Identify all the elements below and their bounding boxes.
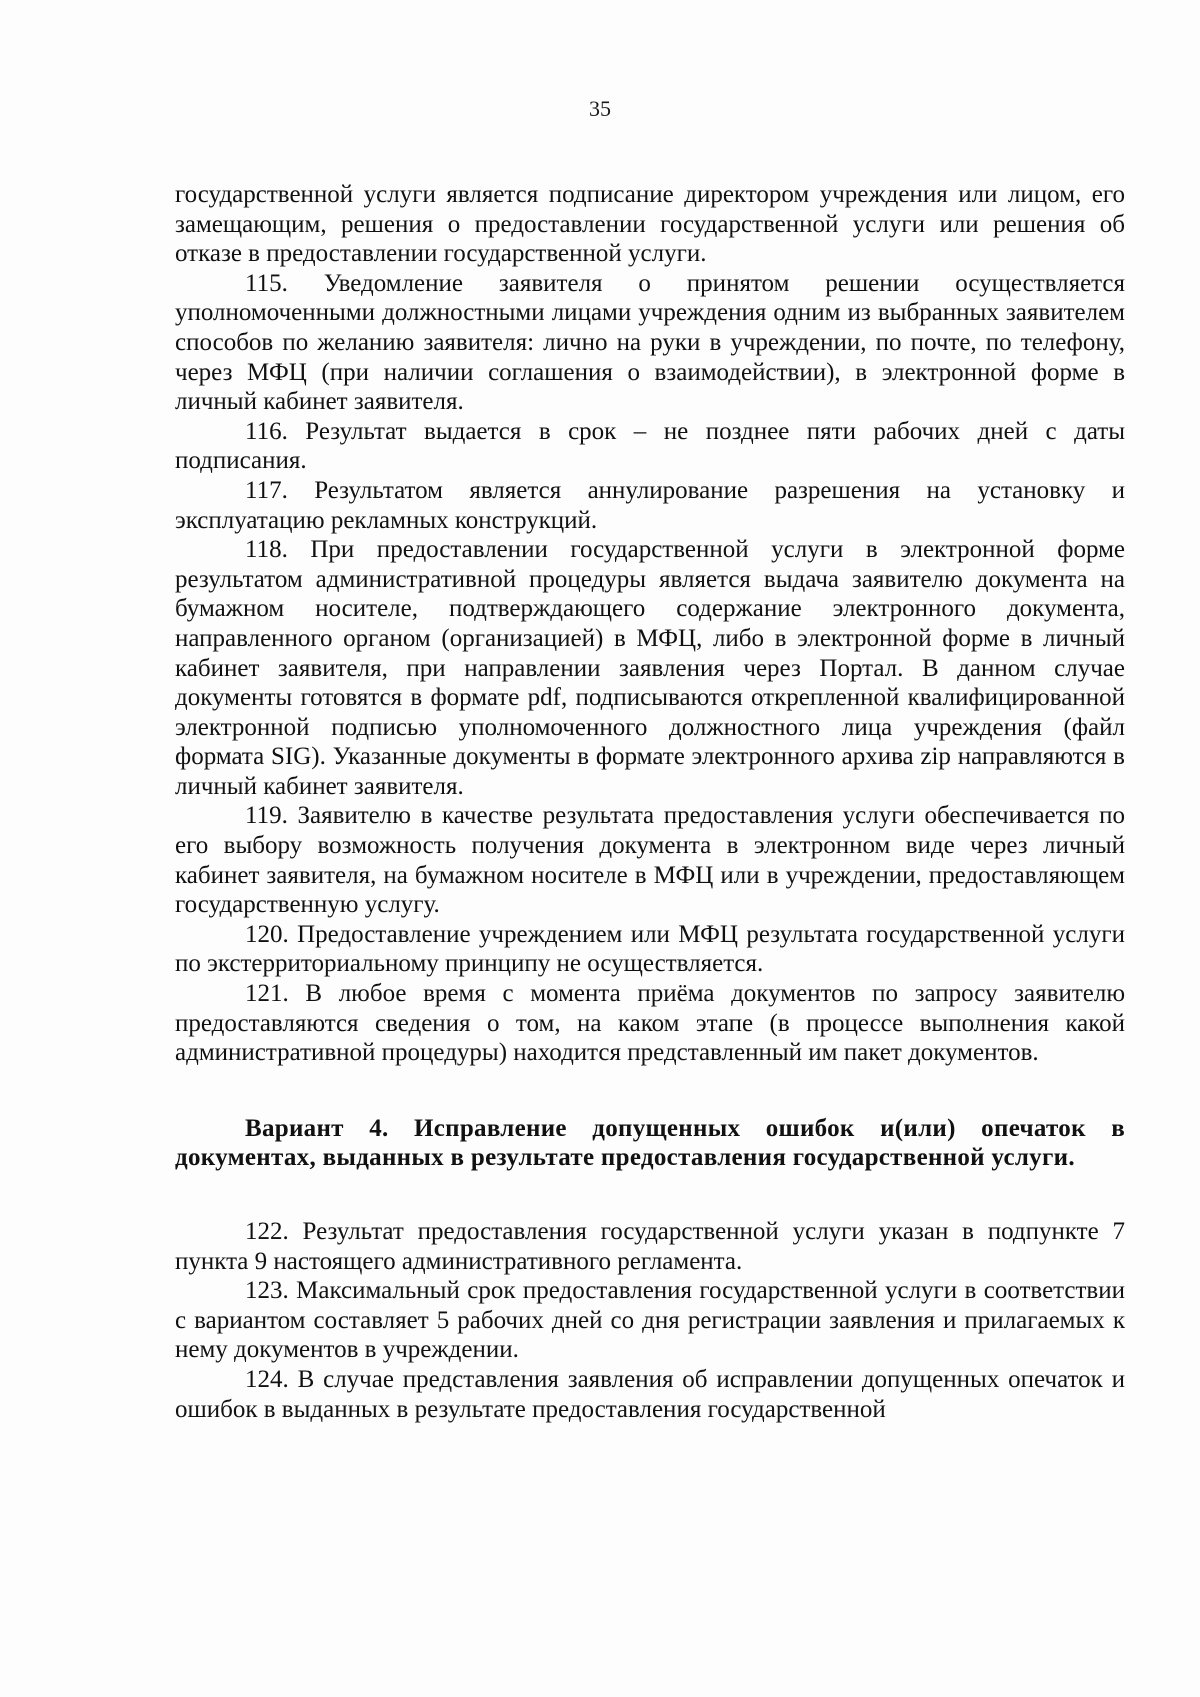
paragraph-118: 118. При предоставлении государственной услуги в электронной форме результатом административной процедуры является выдача заявителю документа на бумажном носителе, подтверждающего содержание электронного документа, направленного органом (организацией) в МФЦ, либо в электронной форме в личный кабинет заявителя, при направлении заявления через Портал. В данном случае документы готовятся в формате pdf, подписываются открепленной квалифицированной электронной подписью уполномоченного должностного лица учреждения (файл формата SIG). Указанные документы в формате электронного архива zip направляются в личный кабинет заявителя. <box>175 536 1125 800</box>
paragraph-119: 119. Заявителю в качестве результата предоставления услуги обеспечивается по его выбору возможность получения документа в электронном виде через личный кабинет заявителя, на бумажном носителе в МФЦ или в учреждении, предоставляющем государственную услугу. <box>175 802 1125 919</box>
paragraph-continuation: государственной услуги является подписание директором учреждения или лицом, его замещающим, решения о предоставлении государственной услуги или решения об отказе в предоставлении государственной услуги. <box>175 181 1125 268</box>
paragraph-122: 122. Результат предоставления государственной услуги указан в подпункте 7 пункта 9 настоящего административного регламента. <box>175 1218 1125 1275</box>
paragraph-123: 123. Максимальный срок предоставления государственной услуги в соответствии с вариантом составляет 5 рабочих дней со дня регистрации заявления и прилагаемых к нему документов в учреждении. <box>175 1277 1125 1364</box>
document-body <box>175 180 1125 1424</box>
paragraph-120: 120. Предоставление учреждением или МФЦ результата государственной услуги по экстерриториальному принципу не осуществляется. <box>175 920 1125 978</box>
page-number: 35 <box>589 96 611 121</box>
paragraph-124: 124. В случае представления заявления об исправлении допущенных опечаток и ошибок в выданных в результате предоставления государственной <box>175 1365 1125 1423</box>
paragraph-116: 116. Результат выдается в срок – не позднее пяти рабочих дней с даты подписания. <box>175 417 1125 475</box>
paragraph-121: 121. В любое время с момента приёма документов по запросу заявителю предоставляются сведения о том, на каком этапе (в процессе выполнения какой административной процедуры) находится представленный им пакет документов. <box>175 980 1125 1067</box>
paragraph-115: 115. Уведомление заявителя о принятом решении осуществляется уполномоченными должностными лицами учреждения одним из выбранных заявителем способов по желанию заявителя: лично на руки в учреждении, по почте, по телефону, через МФЦ (при наличии соглашения о взаимодействии), в электронной форме в личный кабинет заявителя. <box>175 269 1125 416</box>
section-heading-variant-4: Вариант 4. Исправление допущенных ошибок и(или) опечаток в документах, выданных в результате предоставления государственной услуги. <box>175 1114 1125 1172</box>
paragraph-117: 117. Результатом является аннулирование разрешения на установку и эксплуатацию рекламных конструкций. <box>175 476 1125 534</box>
